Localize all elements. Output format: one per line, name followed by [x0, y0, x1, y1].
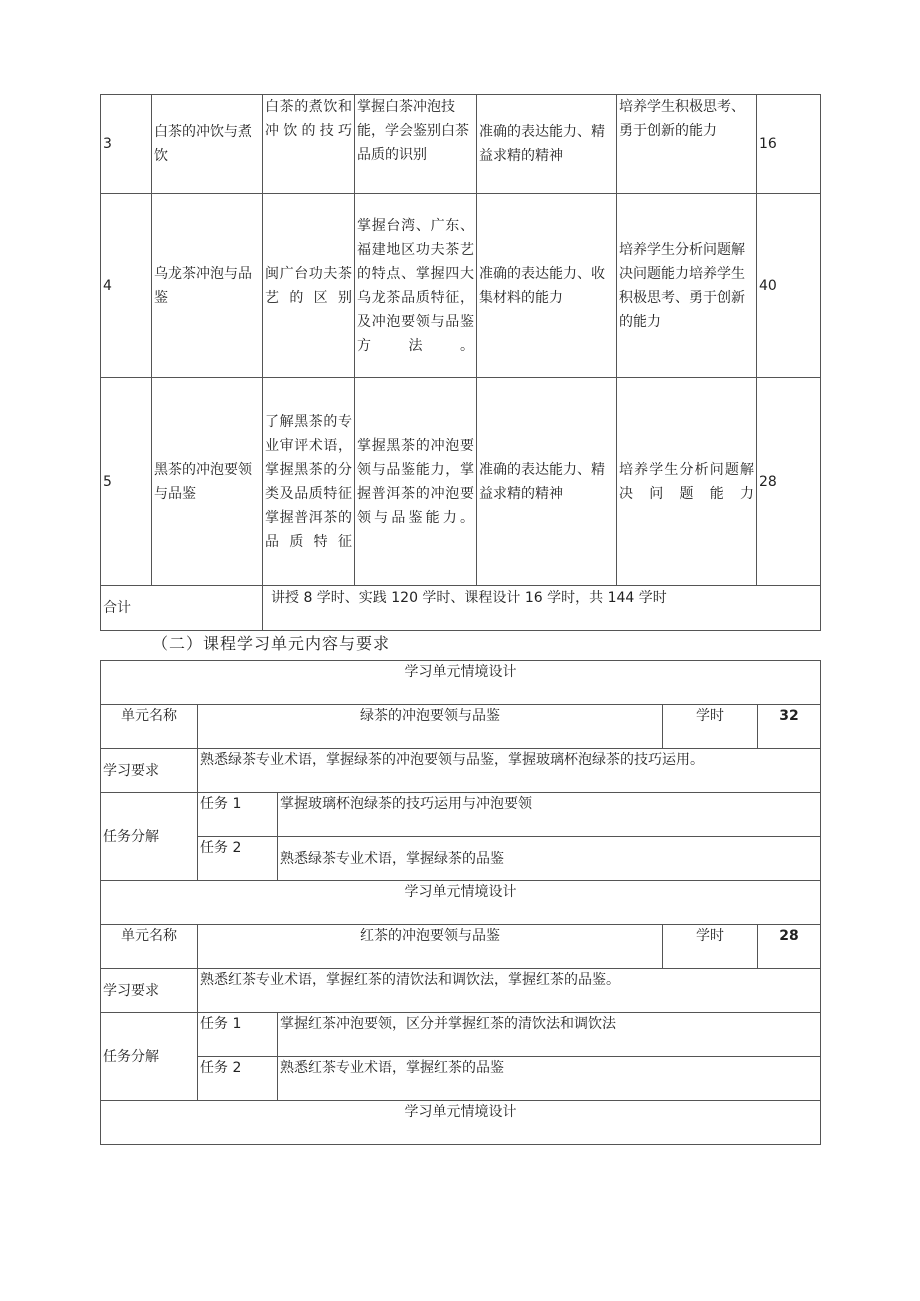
unit-content: 闽广台功夫茶艺的区别	[263, 194, 355, 378]
name-label: 单元名称	[101, 705, 198, 749]
requirement-label: 学习要求	[101, 749, 198, 793]
unit-content: 白茶的煮饮和冲饮的技巧	[263, 95, 355, 194]
total-label: 合计	[101, 586, 263, 631]
task-label: 任务分解	[101, 793, 198, 881]
task-number: 任务 1	[198, 1013, 278, 1057]
learning-units-table	[100, 660, 821, 1145]
name-label: 单元名称	[101, 925, 198, 969]
table-row	[101, 1013, 821, 1057]
table-row	[101, 881, 821, 925]
unit-content: 了解黑茶的专业审评术语，掌握黑茶的分类及品质特征掌握普洱茶的品质特征	[263, 378, 355, 586]
unit-ability: 准确的表达能力、收集材料的能力	[477, 194, 617, 378]
table-row	[101, 1057, 821, 1101]
unit-knowledge: 掌握黑茶的冲泡要领与品鉴能力，掌握普洱茶的冲泡要领与品鉴能力。	[355, 378, 477, 586]
unit-knowledge: 掌握白茶冲泡技能，学会鉴别白茶品质的识别	[355, 95, 477, 194]
unit-quality: 培养学生积极思考、勇于创新的能力	[617, 95, 757, 194]
unit-hours: 28	[757, 378, 821, 586]
task-text: 熟悉红茶专业术语，掌握红茶的品鉴	[278, 1057, 821, 1101]
unit-name: 乌龙茶冲泡与品鉴	[152, 194, 263, 378]
unit-title: 学习单元情境设计	[101, 881, 821, 925]
hours-label: 学时	[663, 925, 758, 969]
total-text: 讲授 8 学时、实践 120 学时、课程设计 16 学时，共 144 学时	[263, 586, 821, 631]
table-row	[101, 661, 821, 705]
unit-hours: 32	[758, 705, 821, 749]
table-row	[101, 194, 821, 378]
unit-name: 红茶的冲泡要领与品鉴	[198, 925, 663, 969]
task-number: 任务 1	[198, 793, 278, 837]
requirement-text: 熟悉绿茶专业术语，掌握绿茶的冲泡要领与品鉴，掌握玻璃杯泡绿茶的技巧运用。	[198, 749, 821, 793]
table-row	[101, 749, 821, 793]
unit-hours: 16	[757, 95, 821, 194]
task-number: 任务 2	[198, 837, 278, 881]
table-row	[101, 969, 821, 1013]
table-row	[101, 925, 821, 969]
unit-number: 5	[101, 378, 152, 586]
unit-hours: 40	[757, 194, 821, 378]
unit-title: 学习单元情境设计	[101, 661, 821, 705]
task-label: 任务分解	[101, 1013, 198, 1101]
unit-number: 4	[101, 194, 152, 378]
unit-title: 学习单元情境设计	[101, 1101, 821, 1145]
task-text: 掌握红茶冲泡要领，区分并掌握红茶的清饮法和调饮法	[278, 1013, 821, 1057]
table-row	[101, 95, 821, 194]
task-number: 任务 2	[198, 1057, 278, 1101]
curriculum-table	[100, 94, 821, 631]
table-row	[101, 378, 821, 586]
table-row	[101, 793, 821, 837]
unit-quality: 培养学生分析问题解决问题能力	[617, 378, 757, 586]
unit-quality: 培养学生分析问题解决问题能力培养学生积极思考、勇于创新的能力	[617, 194, 757, 378]
unit-name: 黑茶的冲泡要领与品鉴	[152, 378, 263, 586]
unit-ability: 准确的表达能力、精益求精的精神	[477, 95, 617, 194]
unit-knowledge: 掌握台湾、广东、福建地区功夫茶艺的特点、掌握四大乌龙茶品质特征，及冲泡要领与品鉴方法。	[355, 194, 477, 378]
unit-hours: 28	[758, 925, 821, 969]
table-row	[101, 837, 821, 881]
unit-name: 绿茶的冲泡要领与品鉴	[198, 705, 663, 749]
table-row	[101, 1101, 821, 1145]
total-row	[101, 586, 821, 631]
task-text: 掌握玻璃杯泡绿茶的技巧运用与冲泡要领	[278, 793, 821, 837]
unit-number: 3	[101, 95, 152, 194]
unit-ability: 准确的表达能力、精益求精的精神	[477, 378, 617, 586]
requirement-label: 学习要求	[101, 969, 198, 1013]
hours-label: 学时	[663, 705, 758, 749]
section-heading: （二）课程学习单元内容与要求	[152, 634, 391, 653]
requirement-text: 熟悉红茶专业术语，掌握红茶的清饮法和调饮法，掌握红茶的品鉴。	[198, 969, 821, 1013]
unit-name: 白茶的冲饮与煮饮	[152, 95, 263, 194]
task-text: 熟悉绿茶专业术语，掌握绿茶的品鉴	[278, 837, 821, 881]
table-row	[101, 705, 821, 749]
